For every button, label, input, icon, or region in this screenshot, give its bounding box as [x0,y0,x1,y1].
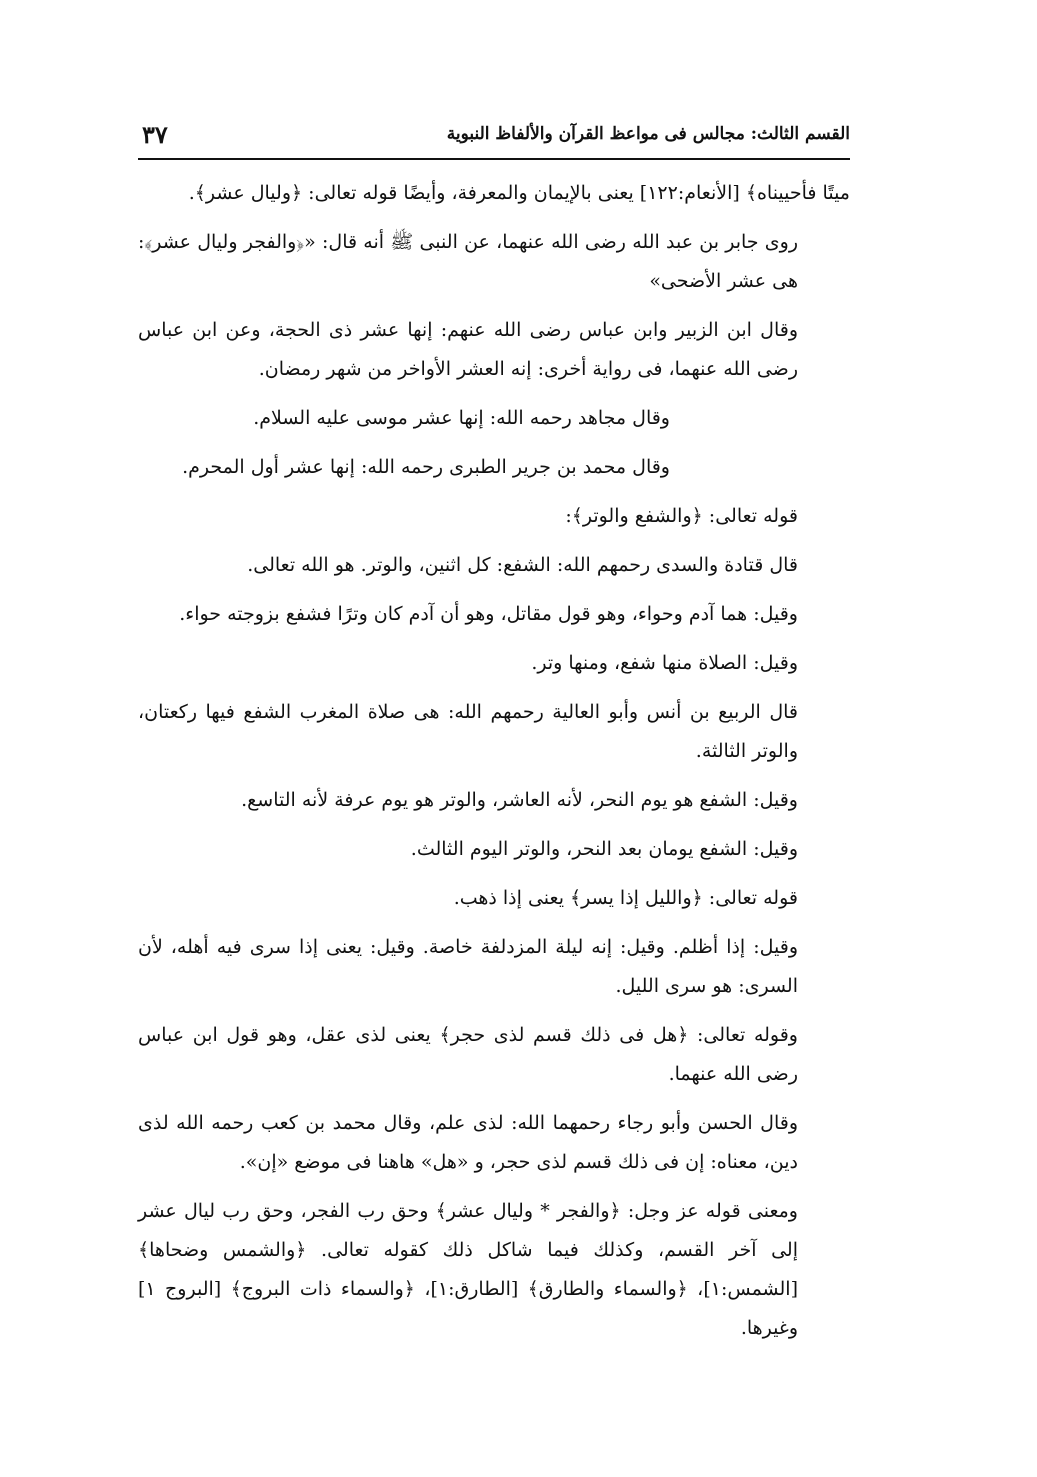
paragraph: وقيل: إذا أظلم. وقيل: إنه ليلة المزدلفة خاصة. وقيل: يعنى إذا سرى فيه أهله، لأن السرى: هو سرى الليل. [138,936,798,997]
paragraph: وقال الحسن وأبو رجاء رحمهما الله: لذى علم، وقال محمد بن كعب رحمه الله لذى دين، معناه: إن فى ذلك قسم لذى حجر، و «هل» هاهنا فى موضع «إن». [138,1112,798,1173]
document-page [138,118,850,1358]
running-header [138,118,850,160]
paragraph: قال قتادة والسدى رحمهم الله: الشفع: كل اثنين، والوتر. هو الله تعالى. [247,554,798,576]
paragraph: قال الربيع بن أنس وأبو العالية رحمهم الله: هى صلاة المغرب الشفع فيها ركعتان، والوتر الثالثة. [138,701,798,762]
paragraph: وقيل: الشفع هو يوم النحر، لأنه العاشر، والوتر هو يوم عرفة لأنه التاسع. [241,789,798,811]
paragraph: ومعنى قوله عز وجل: ﴿والفجر * وليال عشر﴾ وحق رب الفجر، وحق رب ليال عشر إلى آخر القسم، وكذلك فيما شاكل ذلك كقوله تعالى. ﴿والشمس وضحاها﴾ [الشمس:١]، ﴿والسماء والطارق﴾ [الطارق:١]، ﴿والسماء ذات البروج﴾ [البروج ١] وغيرها. [138,1200,798,1339]
paragraph: وقيل: هما آدم وحواء، وهو قول مقاتل، وهو أن آدم كان وترًا فشفع بزوجته حواء. [179,603,798,625]
paragraph: قوله تعالى: ﴿والليل إذا يسر﴾ يعنى إذا ذهب. [453,887,798,909]
page-number: ٣٧ [142,120,168,149]
paragraph: ميتًا فأحييناه﴾ [الأنعام:١٢٢] يعنى بالإيمان والمعرفة، وأيضًا قوله تعالى: ﴿وليال عشر﴾. [188,182,850,204]
page-body [138,174,850,1348]
paragraph: روى جابر بن عبد الله رضى الله عنهما، عن النبى ﷺ أنه قال: «﴿والفجر وليال عشر﴾: هى عشر الأضحى» [138,231,798,292]
paragraph: وقيل: الصلاة منها شفع، ومنها وتر. [531,652,798,674]
paragraph: وقيل: الشفع يومان بعد النحر، والوتر اليوم الثالث. [410,838,798,860]
paragraph: وقال محمد بن جرير الطبرى رحمه الله: إنها عشر أول المحرم. [182,456,670,478]
header-book-title: مجالس فى مواعظ القرآن والألفاظ النبوية [446,124,745,144]
paragraph: وقال مجاهد رحمه الله: إنها عشر موسى عليه السلام. [253,407,670,429]
paragraph: وقال ابن الزبير وابن عباس رضى الله عنهم: إنها عشر ذى الحجة، وعن ابن عباس رضى الله عنهما، فى رواية أخرى: إنه العشر الأواخر من شهر رمضان. [138,319,798,380]
header-title [447,124,850,144]
header-series: القسم الثالث: [750,124,850,144]
paragraph: قوله تعالى: ﴿والشفع والوتر﴾: [565,505,798,527]
paragraph: وقوله تعالى: ﴿هل فى ذلك قسم لذى حجر﴾ يعنى لذى عقل، وهو قول ابن عباس رضى الله عنهما. [138,1024,798,1085]
